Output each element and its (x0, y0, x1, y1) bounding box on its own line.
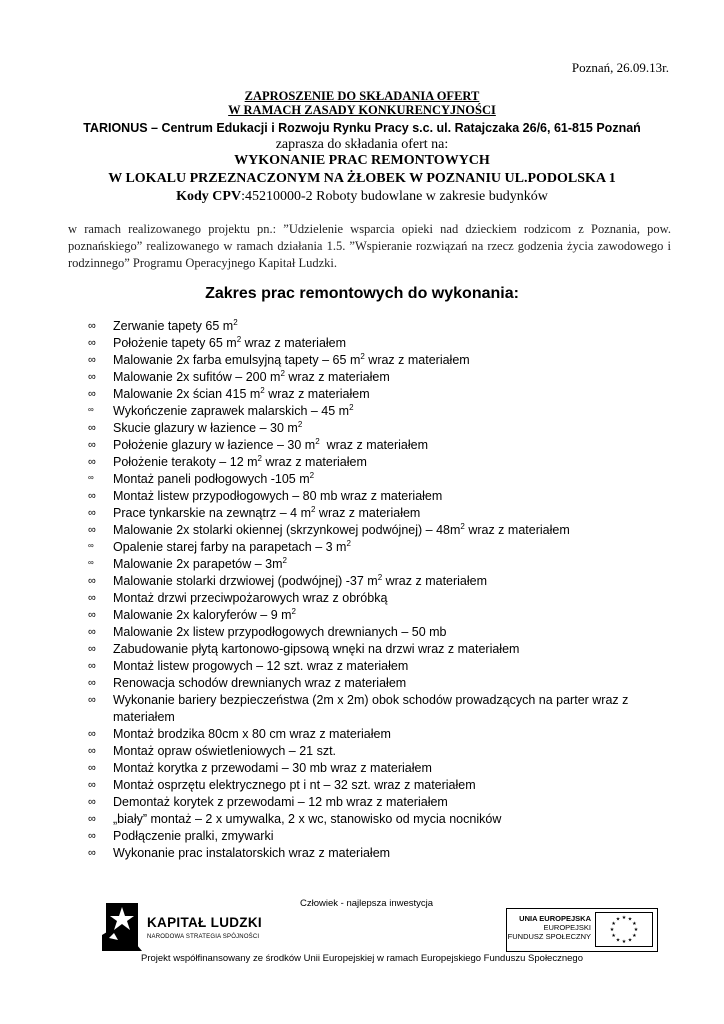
work-item-unit-exponent: 2 (360, 351, 365, 361)
kl-title: KAPITAŁ LUDZKI (147, 915, 262, 930)
infinity-bullet-icon: ∞ (88, 456, 96, 468)
work-item (88, 641, 648, 658)
work-item (88, 675, 648, 692)
work-item-text: Wykończenie zaprawek malarskich – 45 m (113, 404, 350, 418)
infinity-bullet-icon: ∞ (88, 745, 96, 757)
eu-text (508, 914, 591, 941)
infinity-bullet-icon: ∞ (88, 405, 94, 414)
work-item (88, 794, 648, 811)
work-item-unit-exponent: 2 (346, 538, 351, 548)
work-item-text: Demontaż korytek z przewodami – 12 mb wraz z materiałem (113, 795, 448, 809)
work-item (88, 692, 648, 726)
infinity-bullet-icon: ∞ (88, 558, 94, 567)
work-item-unit-exponent: 2 (260, 385, 265, 395)
infinity-bullet-icon: ∞ (88, 541, 94, 550)
work-item (88, 471, 648, 488)
work-item (88, 454, 648, 471)
work-item-text: Montaż osprzętu elektrycznego pt i nt – 32 szt. wraz z materiałem (113, 778, 476, 792)
work-item (88, 318, 648, 335)
footer-note: Projekt współfinansowany ze środków Unii Europejskiej w ramach Europejskiego Funduszu Społecznego (141, 953, 583, 964)
work-item-text: Prace tynkarskie na zewnątrz – 4 m (113, 506, 311, 520)
infinity-bullet-icon: ∞ (88, 677, 96, 689)
work-item-text: Montaż listew progowych – 12 szt. wraz z materiałem (113, 659, 409, 673)
work-item-unit-exponent: 2 (236, 334, 242, 344)
work-item (88, 811, 648, 828)
svg-text:★: ★ (632, 933, 637, 939)
work-item-suffix: wraz z materiałem (319, 438, 429, 452)
work-item-text: Położenie glazury w łazience – 30 m (113, 438, 316, 452)
infinity-bullet-icon: ∞ (88, 337, 96, 349)
work-item (88, 386, 648, 403)
date: Poznań, 26.09.13r. (571, 60, 669, 75)
project-paragraph: w ramach realizowanego projektu pn.: ”Udzielenie wsparcia opieki nad dzieckiem rodzicom z Poznania, pow. poznańskiego” realizowanego w ramach działania 1.5. ”Wspieranie rozwiązań na rzecz godzenia życia zawodowego i rodzinnego” Programu Operacyjnego Kapitał Ludzki. (68, 222, 671, 270)
work-item-text: „biały” montaż – 2 x umywalka, 2 x wc, stanowisko od mycia nocników (113, 812, 502, 826)
infinity-bullet-icon: ∞ (88, 660, 96, 672)
infinity-bullet-icon: ∞ (88, 813, 96, 825)
work-item-unit-exponent: 2 (291, 606, 296, 616)
work-item-text: Montaż drzwi przeciwpożarowych wraz z obróbką (113, 591, 388, 605)
heading-line-2: W RAMACH ZASADY KONKURENCYJNOŚCI (228, 103, 496, 117)
work-item-text: Wykonanie prac instalatorskich wraz z materiałem (113, 846, 391, 860)
work-item (88, 488, 648, 505)
work-item-text: Malowanie 2x kaloryferów – 9 m (113, 608, 292, 622)
infinity-bullet-icon: ∞ (88, 796, 96, 808)
svg-text:★: ★ (611, 933, 616, 939)
work-item (88, 573, 648, 590)
infinity-bullet-icon: ∞ (88, 354, 96, 366)
works-list (88, 318, 648, 862)
work-item-text: Wykonanie bariery bezpieczeństwa (2m x 2m) obok schodów prowadzących na parter wraz z materiałem (113, 693, 629, 724)
work-item (88, 556, 648, 573)
work-item-text: Malowanie 2x stolarki okiennej (skrzynkowej podwójnej) – 48m (113, 523, 461, 537)
work-item-unit-exponent: 2 (309, 470, 315, 480)
infinity-bullet-icon: ∞ (88, 388, 96, 400)
infinity-bullet-icon: ∞ (88, 320, 96, 332)
work-item-unit-exponent: 2 (349, 402, 354, 412)
infinity-bullet-icon: ∞ (88, 847, 96, 859)
work-item (88, 828, 648, 845)
work-item-suffix: wraz z materiałem (315, 506, 421, 520)
svg-text:★: ★ (627, 937, 633, 944)
infinity-bullet-icon: ∞ (88, 609, 96, 621)
cpv-value: :45210000-2 Roboty budowlane w zakresie budynków (241, 189, 548, 204)
svg-text:★: ★ (632, 921, 637, 927)
work-item-suffix: wraz z materiałem (264, 387, 370, 401)
work-item (88, 437, 648, 454)
work-item-text: Malowanie 2x ścian 415 m (113, 387, 261, 401)
work-item-text: Zabudowanie płytą kartonowo-gipsową wnęki na drzwi wraz z materiałem (113, 642, 520, 656)
infinity-bullet-icon: ∞ (88, 371, 96, 383)
work-item-unit-exponent: 2 (297, 419, 303, 429)
work-item-suffix: wraz z materiałem (284, 370, 390, 384)
work-item-text: Zerwanie tapety 65 m (113, 319, 234, 333)
subject-heading (0, 152, 724, 188)
infinity-bullet-icon: ∞ (88, 575, 96, 587)
eu-line-1: UNIA EUROPEJSKA (519, 914, 591, 923)
work-item-text: Malowanie stolarki drzwiowej (podwójnej) -37 m (113, 574, 378, 588)
footer-slogan: Człowiek - najlepsza inwestycja (300, 898, 434, 909)
eu-line-3: FUNDUSZ SPOŁECZNY (507, 932, 591, 941)
work-item (88, 607, 648, 624)
work-item (88, 743, 648, 760)
infinity-bullet-icon: ∞ (88, 728, 96, 740)
heading-line-1: ZAPROSZENIE DO SKŁADANIA OFERT (244, 89, 480, 103)
svg-text:★: ★ (611, 921, 616, 927)
infinity-bullet-icon: ∞ (88, 626, 96, 638)
kapital-ludzki-logo (100, 899, 280, 954)
infinity-bullet-icon: ∞ (88, 762, 96, 774)
section-title: Zakres prac remontowych do wykonania: (205, 285, 519, 302)
infinity-bullet-icon: ∞ (88, 439, 96, 451)
cpv-label: Kody CPV (176, 189, 242, 204)
invitation-heading (0, 89, 724, 117)
work-item-unit-exponent: 2 (257, 453, 262, 463)
infinity-bullet-icon: ∞ (88, 507, 96, 519)
work-item (88, 539, 648, 556)
infinity-bullet-icon: ∞ (88, 643, 96, 655)
work-item-text: Skucie glazury w łazience – 30 m (113, 421, 298, 435)
subject-line-2: W LOKALU PRZEZNACZONYM NA ŻŁOBEK W POZNANIU UL.PODOLSKA 1 (108, 171, 616, 186)
work-item-text: Podłączenie pralki, zmywarki (113, 829, 274, 843)
infinity-bullet-icon: ∞ (88, 422, 96, 434)
work-item-text: Montaż listew przypodłogowych – 80 mb wraz z materiałem (113, 489, 443, 503)
infinity-bullet-icon: ∞ (88, 694, 96, 706)
company-line: TARIONUS – Centrum Edukacji i Rozwoju Rynku Pracy s.c. ul. Ratajczaka 26/6, 61-815 Poznań (83, 121, 641, 135)
work-item-text: Montaż opraw oświetleniowych – 21 szt. (113, 744, 337, 758)
infinity-bullet-icon: ∞ (88, 830, 96, 842)
svg-text:★: ★ (621, 939, 627, 945)
svg-text:★: ★ (615, 937, 621, 944)
work-item-text: Malowanie 2x listew przypodłogowych drewnianych – 50 mb (113, 625, 447, 639)
work-item (88, 845, 648, 862)
work-item-suffix: wraz z materiałem (261, 455, 367, 469)
subject-line-1: WYKONANIE PRAC REMONTOWYCH (234, 153, 490, 168)
kl-subtitle: NARODOWA STRATEGIA SPÓJNOŚCI (147, 934, 260, 940)
work-item-text: Opalenie starej farby na parapetach – 3 m (113, 540, 347, 554)
work-item-text: Położenie terakoty – 12 m (113, 455, 258, 469)
work-item-text: Montaż paneli podłogowych -105 m (113, 472, 310, 486)
work-item-text: Malowanie 2x farba emulsyjną tapety – 65 m (113, 353, 361, 367)
work-item-unit-exponent: 2 (460, 521, 465, 531)
svg-text:★: ★ (609, 927, 615, 933)
cpv-line (0, 189, 724, 205)
work-item (88, 505, 648, 522)
work-item (88, 420, 648, 437)
work-item (88, 624, 648, 641)
work-item (88, 726, 648, 743)
work-item-suffix: wraz z materiałem (241, 336, 347, 350)
work-item-suffix: wraz z materiałem (464, 523, 570, 537)
eu-logo (506, 908, 658, 952)
svg-text:★: ★ (627, 916, 633, 923)
invites-line: zaprasza do składania ofert na: (275, 137, 449, 152)
work-item-unit-exponent: 2 (315, 436, 320, 446)
work-item (88, 403, 648, 420)
work-item-text: Malowanie 2x sufitów – 200 m (113, 370, 281, 384)
infinity-bullet-icon: ∞ (88, 490, 96, 502)
infinity-bullet-icon: ∞ (88, 473, 94, 482)
work-item (88, 590, 648, 607)
work-item-unit-exponent: 2 (377, 572, 383, 582)
kapital-ludzki-emblem-icon (100, 899, 144, 954)
work-item-unit-exponent: 2 (280, 368, 285, 378)
work-item-suffix: wraz z materiałem (364, 353, 470, 367)
work-item (88, 522, 648, 539)
svg-text:★: ★ (633, 927, 639, 933)
work-item (88, 777, 648, 794)
work-item-text: Montaż brodzika 80cm x 80 cm wraz z materiałem (113, 727, 391, 741)
work-item (88, 335, 648, 352)
work-item-text: Położenie tapety 65 m (113, 336, 237, 350)
eu-flag-icon (595, 912, 653, 947)
work-item (88, 658, 648, 675)
work-item (88, 352, 648, 369)
infinity-bullet-icon: ∞ (88, 592, 96, 604)
work-item (88, 369, 648, 386)
work-item-text: Renowacja schodów drewnianych wraz z materiałem (113, 676, 407, 690)
work-item (88, 760, 648, 777)
work-item-text: Malowanie 2x parapetów – 3m (113, 557, 283, 571)
infinity-bullet-icon: ∞ (88, 779, 96, 791)
infinity-bullet-icon: ∞ (88, 524, 96, 536)
work-item-unit-exponent: 2 (311, 504, 316, 514)
work-item-text: Montaż korytka z przewodami – 30 mb wraz z materiałem (113, 761, 432, 775)
work-item-unit-exponent: 2 (282, 555, 287, 565)
eu-line-2: EUROPEJSKI (543, 923, 591, 932)
work-item-suffix: wraz z materiałem (382, 574, 488, 588)
work-item-unit-exponent: 2 (233, 317, 238, 327)
svg-text:★: ★ (621, 915, 627, 921)
svg-text:★: ★ (615, 916, 621, 923)
